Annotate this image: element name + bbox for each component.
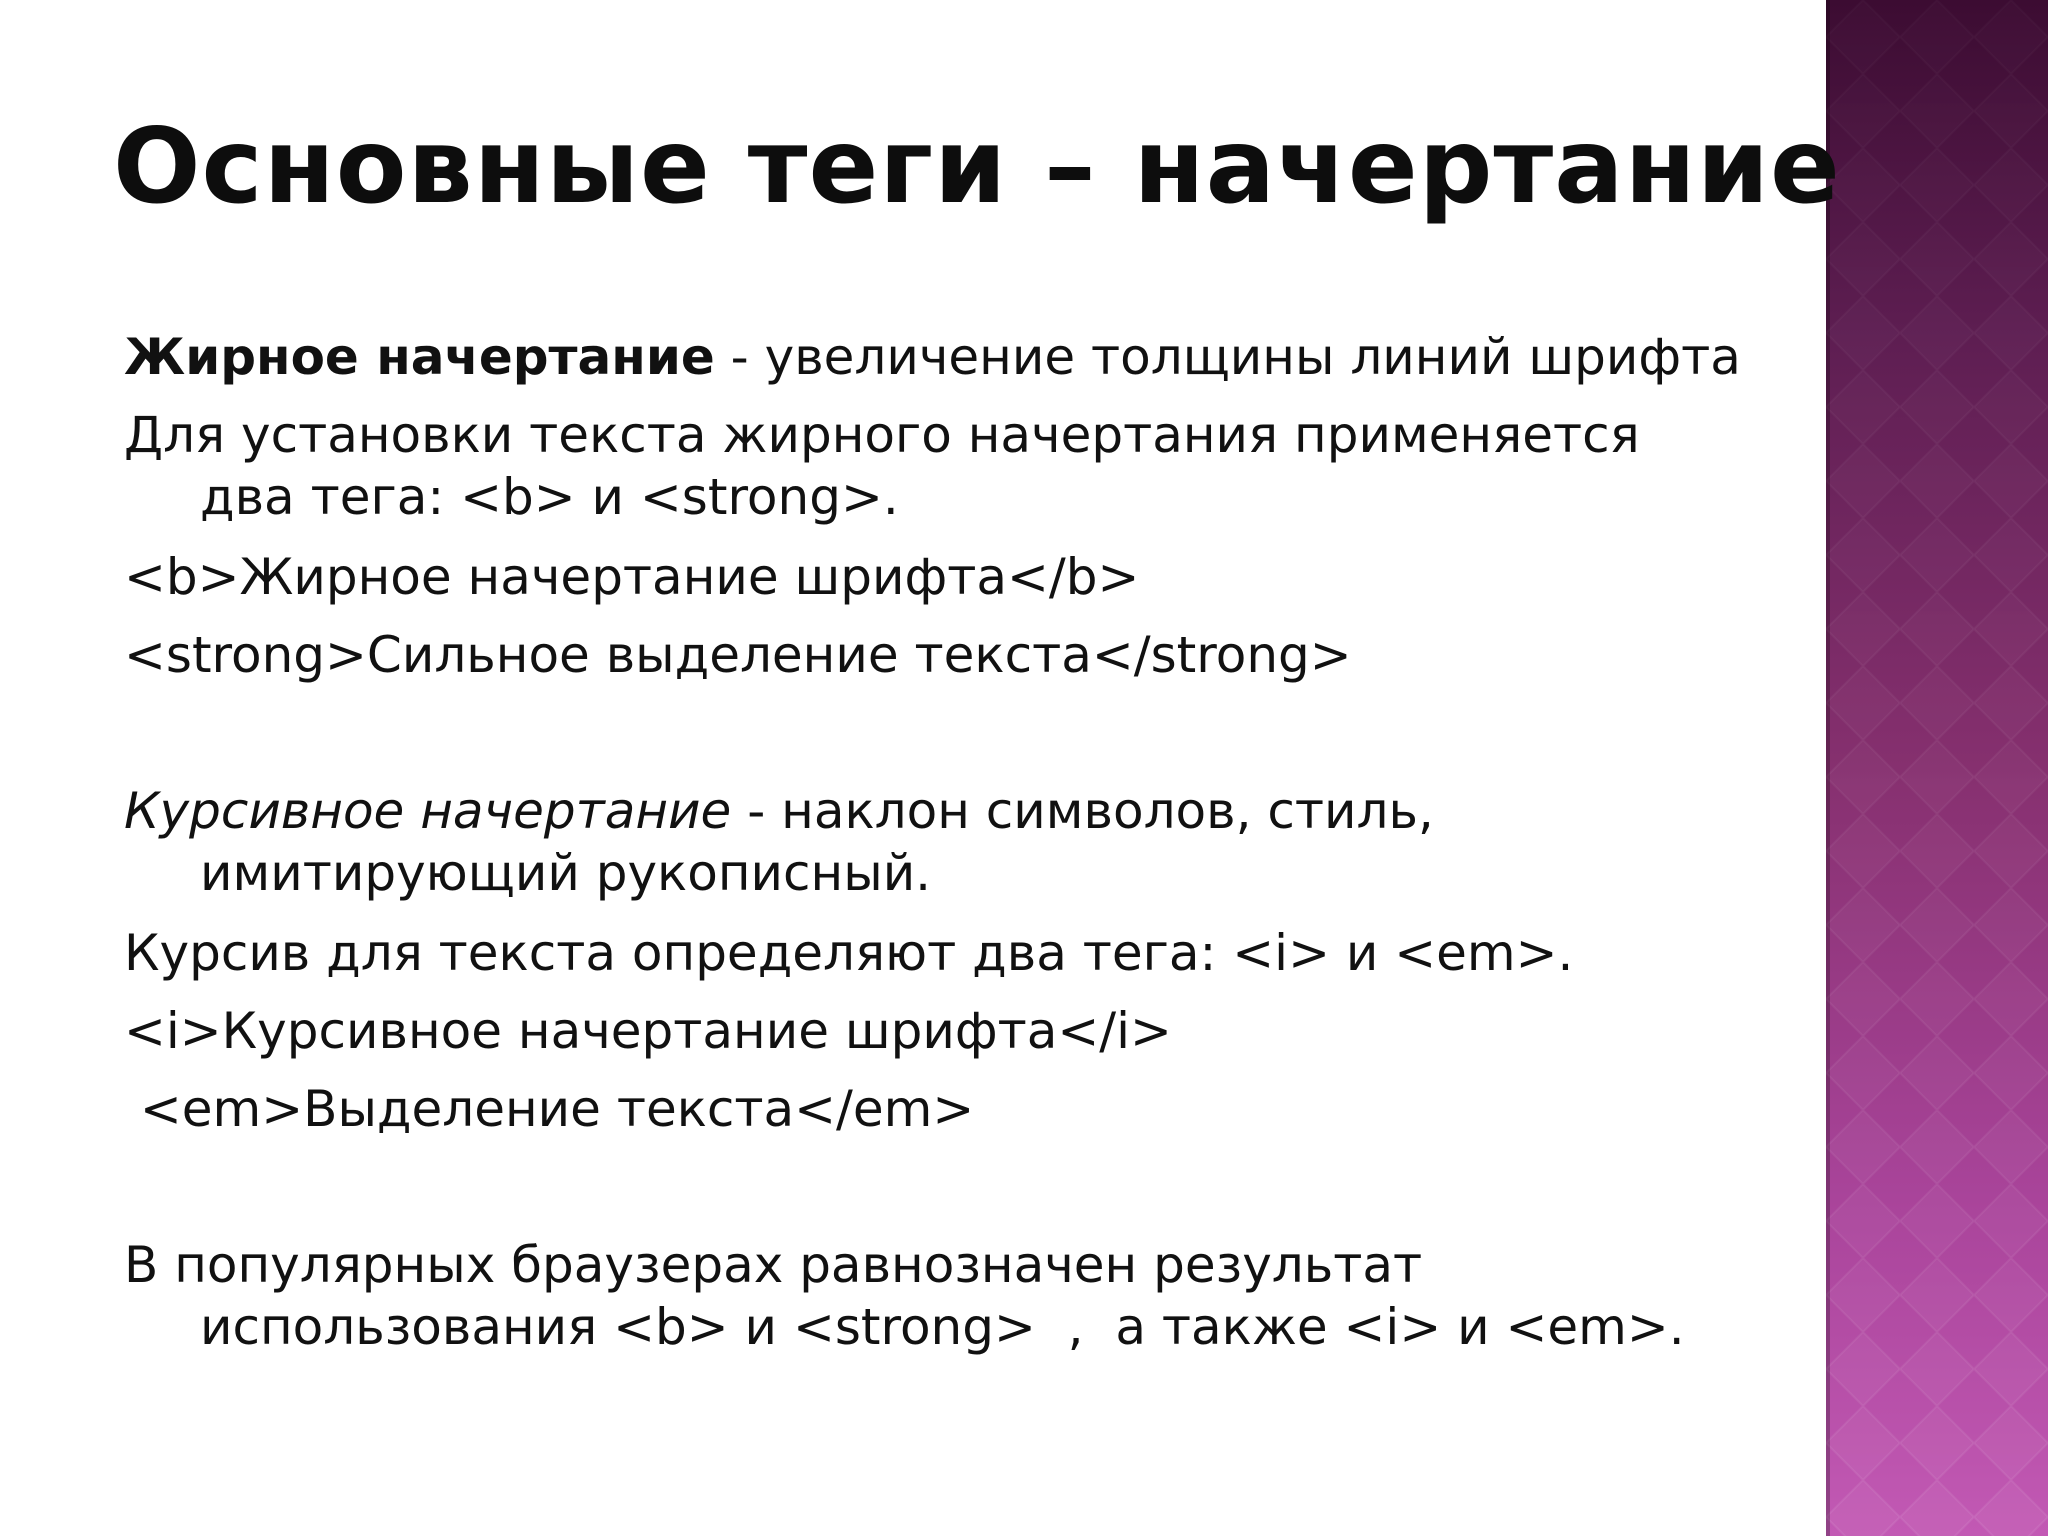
bold-example-strong: <strong>Сильное выделение текста</strong> — [124, 626, 1352, 684]
bold-usage — [124, 404, 1640, 528]
browser-note-line1: В популярных браузерах равнозначен результат — [124, 1236, 1423, 1294]
bold-example-b: <b>Жирное начертание шрифта</b> — [124, 548, 1140, 606]
diamond-pattern — [1826, 0, 2048, 1536]
italic-usage: Курсив для текста определяют два тега: <i> и <em>. — [124, 924, 1574, 982]
italic-definition-text: - наклон символов, стиль, — [731, 782, 1434, 840]
bold-usage-line1: Для установки текста жирного начертания применяется — [124, 406, 1640, 464]
bold-term: Жирное начертание — [124, 328, 715, 386]
decorative-side-band — [1826, 0, 2048, 1536]
bold-definition — [124, 326, 1741, 388]
bold-usage-line2: два тега: <b> и <strong>. — [200, 468, 899, 526]
slide-title: Основные теги – начертание — [113, 107, 1841, 227]
bold-definition-text: - увеличение толщины линий шрифта — [714, 328, 1741, 386]
italic-definition — [124, 780, 1434, 904]
italic-definition-line2: имитирующий рукописный. — [200, 844, 932, 902]
browser-note — [124, 1234, 1685, 1358]
browser-note-line2: использования <b> и <strong> , а также <i> и <em>. — [200, 1298, 1685, 1356]
italic-example-em: <em>Выделение текста</em> — [124, 1080, 975, 1138]
italic-term: Курсивное начертание — [124, 782, 732, 840]
italic-example-i: <i>Курсивное начертание шрифта</i> — [124, 1002, 1172, 1060]
